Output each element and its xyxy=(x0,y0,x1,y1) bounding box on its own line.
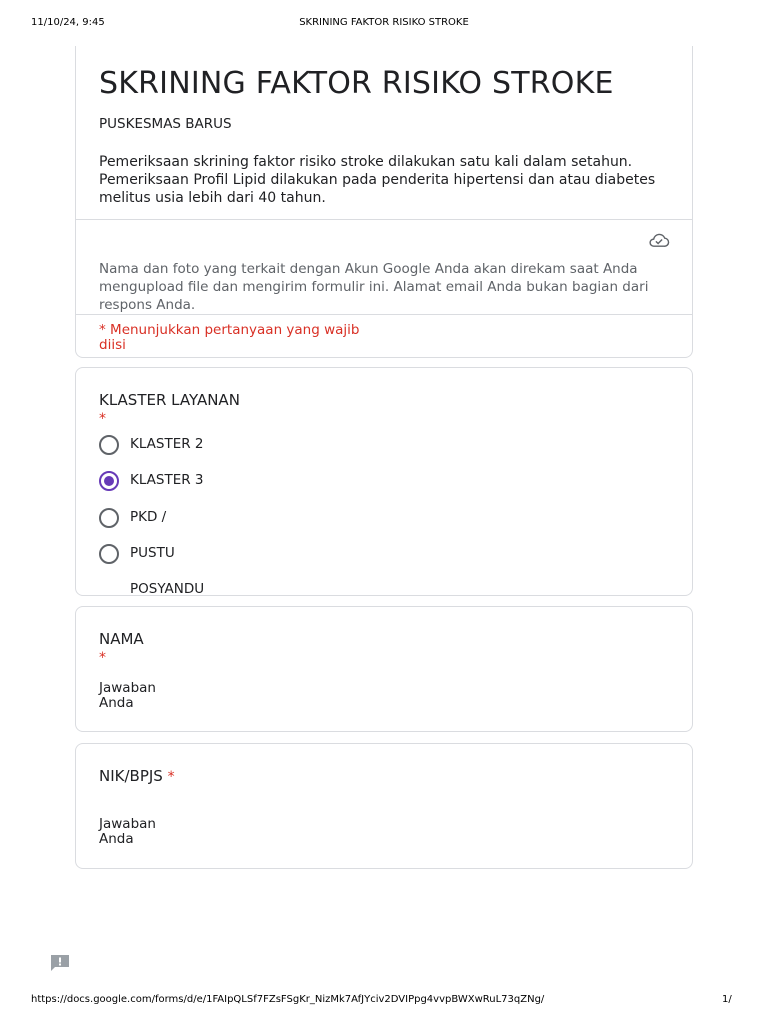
question-title: NAMA xyxy=(99,630,144,648)
print-title: SKRINING FAKTOR RISIKO STROKE xyxy=(299,17,469,28)
divider xyxy=(76,219,692,220)
radio-button[interactable] xyxy=(99,435,119,455)
divider xyxy=(76,314,692,315)
question-title: KLASTER LAYANAN xyxy=(99,391,240,409)
feedback-icon[interactable] xyxy=(50,954,70,972)
option-label: POSYANDU xyxy=(130,581,205,596)
question-nik-bpjs xyxy=(75,743,693,869)
form-header-card xyxy=(75,46,693,358)
question-klaster-layanan xyxy=(75,367,693,596)
form-subtitle: PUSKESMAS BARUS xyxy=(99,116,232,132)
radio-button-selected[interactable] xyxy=(99,471,119,491)
cloud-check-icon xyxy=(648,232,670,248)
print-header xyxy=(0,17,768,31)
option-label: KLASTER 3 xyxy=(130,472,204,488)
required-asterisk: * xyxy=(167,769,175,785)
required-note: * Menunjukkan pertanyaan yang wajib diisi xyxy=(99,322,360,353)
required-asterisk: * xyxy=(99,650,106,666)
radio-button[interactable] xyxy=(99,508,119,528)
form-description: Pemeriksaan skrining faktor risiko stroke dilakukan satu kali dalam setahun. Pemeriksaan Profil Lipid dilakukan pada penderita hipertensi dan atau diabetes melitus usia lebih dari 40 tahun. xyxy=(99,154,656,206)
print-date: 11/10/24, 9:45 xyxy=(31,17,105,28)
form-title: SKRINING FAKTOR RISIKO STROKE xyxy=(99,66,614,101)
answer-input-nama[interactable]: Jawaban Anda xyxy=(99,680,156,711)
answer-input-nik[interactable]: Jawaban Anda xyxy=(99,816,156,847)
account-note: Nama dan foto yang terkait dengan Akun Google Anda akan direkam saat Anda mengupload file dan mengirim formulir ini. Alamat email Anda bukan bagian dari respons Anda. xyxy=(99,261,649,313)
question-nama xyxy=(75,606,693,732)
question-title: NIK/BPJS * xyxy=(99,767,175,785)
print-page-number: 1/ xyxy=(722,994,732,1005)
option-label: PKD / xyxy=(130,509,167,525)
print-url: https://docs.google.com/forms/d/e/1FAIpQLSf7FZsFSgKr_NizMk7AfJYciv2DVIPpg4vvpBWXwRuL73qZNg/ xyxy=(31,994,545,1005)
required-asterisk: * xyxy=(99,411,106,427)
option-label: KLASTER 2 xyxy=(130,436,204,452)
radio-button[interactable] xyxy=(99,544,119,564)
option-label: PUSTU xyxy=(130,545,175,561)
